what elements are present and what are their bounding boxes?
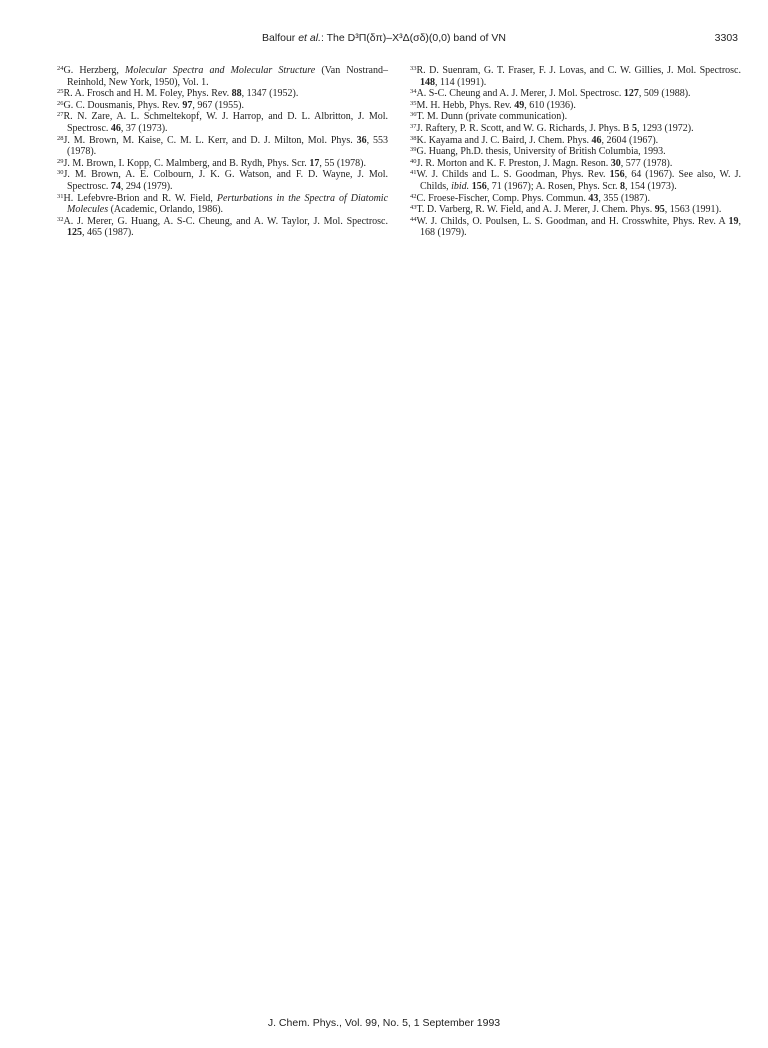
reference-27 [57, 111, 388, 134]
reference-text: , 577 (1978). [620, 157, 673, 169]
reference-number: 44 [410, 215, 417, 223]
reference-text: (Van Nostrand–Reinhold, New York, 1950), Vol. 1. [67, 65, 388, 88]
reference-text: G. Huang, Ph.D. thesis, University of British Columbia, 1993. [416, 146, 666, 158]
reference-number: 35 [410, 99, 417, 107]
journal-footer: J. Chem. Phys., Vol. 99, No. 5, 1 September 1993 [267, 1017, 501, 1029]
running-title [0, 32, 768, 44]
reference-text: , 294 (1979). [120, 180, 173, 192]
reference-text: , 37 (1973). [120, 122, 168, 134]
reference-volume: 127 [623, 88, 639, 100]
reference-42 [410, 193, 741, 205]
reference-number: 32 [57, 215, 64, 223]
reference-number: 37 [410, 122, 417, 130]
reference-25 [57, 88, 388, 100]
reference-text: , 967 (1955). [192, 99, 244, 111]
reference-text: , 55 (1978). [319, 157, 366, 169]
reference-number: 31 [57, 192, 64, 200]
running-title-etal: et al. [298, 32, 321, 44]
running-title-text: : The D³Π(δπ)–X³Δ(σδ)(0,0) band of VN [320, 32, 506, 44]
reference-number: 42 [410, 192, 417, 200]
reference-number: 39 [410, 146, 417, 154]
reference-26 [57, 100, 388, 112]
reference-number: 41 [410, 169, 417, 177]
reference-number: 24 [57, 65, 64, 72]
reference-text: , 1347 (1952). [241, 88, 299, 100]
reference-text: J. R. Morton and K. F. Preston, J. Magn. Reson. [416, 157, 611, 169]
reference-volume: 74 [110, 180, 121, 192]
reference-title: ibid. [451, 180, 470, 192]
reference-text: J. Raftery, P. R. Scott, and W. G. Richards, J. Phys. B [416, 122, 632, 134]
reference-volume: 156 [609, 169, 625, 181]
reference-volume: 17 [309, 157, 320, 169]
reference-text: , 553 (1978). [67, 134, 389, 158]
reference-text: , 610 (1936). [524, 99, 576, 111]
reference-text: K. Kayama and J. C. Baird, J. Chem. Phys. [416, 134, 592, 146]
reference-number: 34 [410, 88, 417, 96]
reference-text: , 71 (1967); A. Rosen, Phys. Scr. [486, 180, 621, 192]
running-header [0, 32, 768, 48]
reference-text: R. N. Zare, A. L. Schmeltekopf, W. J. Harrop, and D. L. Albritton, J. Mol. Spectrosc. [63, 111, 388, 134]
reference-title: Molecular Spectra and Molecular Structure [125, 65, 316, 76]
reference-number: 29 [57, 157, 64, 165]
reference-32 [57, 216, 388, 239]
reference-number: 36 [410, 111, 417, 119]
reference-text: W. J. Childs and L. S. Goodman, Phys. Rev. [416, 169, 610, 181]
reference-title: Perturbations in the Spectra of Diatomic Molecules [67, 192, 389, 216]
reference-text: , 114 (1991). [435, 76, 487, 88]
page-number: 3303 [714, 32, 738, 44]
reference-volume: 30 [610, 157, 621, 169]
reference-text: , 2604 (1967). [601, 134, 659, 146]
reference-volume: 19 [728, 215, 739, 227]
reference-volume: 148 [420, 76, 435, 88]
reference-31 [57, 193, 388, 216]
reference-text: J. M. Brown, M. Kaise, C. M. L. Kerr, and D. J. Milton, Mol. Phys. [63, 134, 357, 146]
reference-text: , 355 (1987). [598, 192, 650, 204]
reference-volume: 5 [631, 122, 637, 134]
reference-number: 27 [57, 111, 64, 119]
reference-volume: 36 [356, 134, 367, 146]
reference-text: H. Lefebvre-Brion and R. W. Field, [63, 192, 217, 204]
reference-text: A. J. Merer, G. Huang, A. S-C. Cheung, and A. W. Taylor, J. Mol. Spectrosc. [63, 215, 388, 227]
reference-43 [410, 204, 741, 216]
reference-text: J. M. Brown, I. Kopp, C. Malmberg, and B. Rydh, Phys. Scr. [63, 157, 310, 169]
reference-volume: 46 [591, 134, 602, 146]
reference-text: G. C. Dousmanis, Phys. Rev. [63, 99, 183, 111]
reference-34 [410, 88, 741, 100]
references-right-column [410, 65, 741, 239]
references-left-column [57, 65, 388, 239]
reference-text: , 168 (1979). [420, 215, 741, 239]
reference-33 [410, 65, 741, 88]
reference-volume: 88 [231, 88, 242, 100]
reference-number: 38 [410, 134, 417, 142]
reference-40 [410, 158, 741, 170]
reference-37 [410, 123, 741, 135]
reference-number: 28 [57, 134, 64, 142]
reference-text: , 64 (1967). See also, W. J. Childs, [420, 169, 741, 192]
reference-39 [410, 146, 741, 158]
reference-35 [410, 100, 741, 112]
reference-volume: 49 [514, 99, 525, 111]
reference-volume: 97 [182, 99, 193, 111]
reference-29 [57, 158, 388, 170]
reference-text: , 154 (1973). [625, 180, 677, 192]
reference-text: , 1293 (1972). [636, 122, 694, 134]
reference-30 [57, 169, 388, 192]
reference-text: A. S-C. Cheung and A. J. Merer, J. Mol. Spectrosc. [416, 88, 624, 100]
reference-text: , 1563 (1991). [664, 204, 722, 216]
reference-number: 30 [57, 169, 64, 177]
reference-volume: 95 [654, 204, 665, 216]
reference-text: R. D. Suenram, G. T. Fraser, F. J. Lovas, and C. W. Gillies, J. Mol. Spectrosc. [416, 65, 741, 76]
reference-text: R. A. Frosch and H. M. Foley, Phys. Rev. [63, 88, 232, 100]
reference-volume: 156 [471, 180, 487, 192]
reference-text: J. M. Brown, A. E. Colbourn, J. K. G. Watson, and F. D. Wayne, J. Mol. Spectrosc. [63, 169, 388, 192]
reference-volume: 43 [588, 192, 599, 204]
reference-text: T. M. Dunn (private communication). [416, 111, 568, 123]
reference-text: (Academic, Orlando, 1986). [108, 204, 224, 216]
reference-number: 26 [57, 99, 64, 107]
reference-28 [57, 135, 388, 158]
reference-text: C. Froese-Fischer, Comp. Phys. Commun. [416, 192, 589, 204]
reference-text: , 509 (1988). [638, 88, 691, 100]
reference-text: W. J. Childs, O. Poulsen, L. S. Goodman, and H. Crosswhite, Phys. Rev. A [416, 215, 729, 227]
reference-text: G. Herzberg, [63, 65, 125, 76]
running-title-authors: Balfour [262, 32, 299, 44]
reference-text: M. H. Hebb, Phys. Rev. [416, 99, 515, 111]
reference-text: T. D. Varberg, R. W. Field, and A. J. Merer, J. Chem. Phys. [416, 204, 655, 216]
reference-number: 43 [410, 204, 417, 212]
reference-44 [410, 216, 741, 239]
reference-36 [410, 111, 741, 123]
reference-41 [410, 169, 741, 192]
reference-number: 25 [57, 88, 64, 96]
reference-number: 33 [410, 65, 417, 72]
reference-volume: 8 [620, 180, 626, 192]
reference-volume: 46 [110, 122, 121, 134]
reference-text: , 465 (1987). [82, 227, 134, 239]
reference-volume: 125 [67, 227, 82, 239]
reference-38 [410, 135, 741, 147]
reference-24 [57, 65, 388, 88]
reference-number: 40 [410, 157, 417, 165]
